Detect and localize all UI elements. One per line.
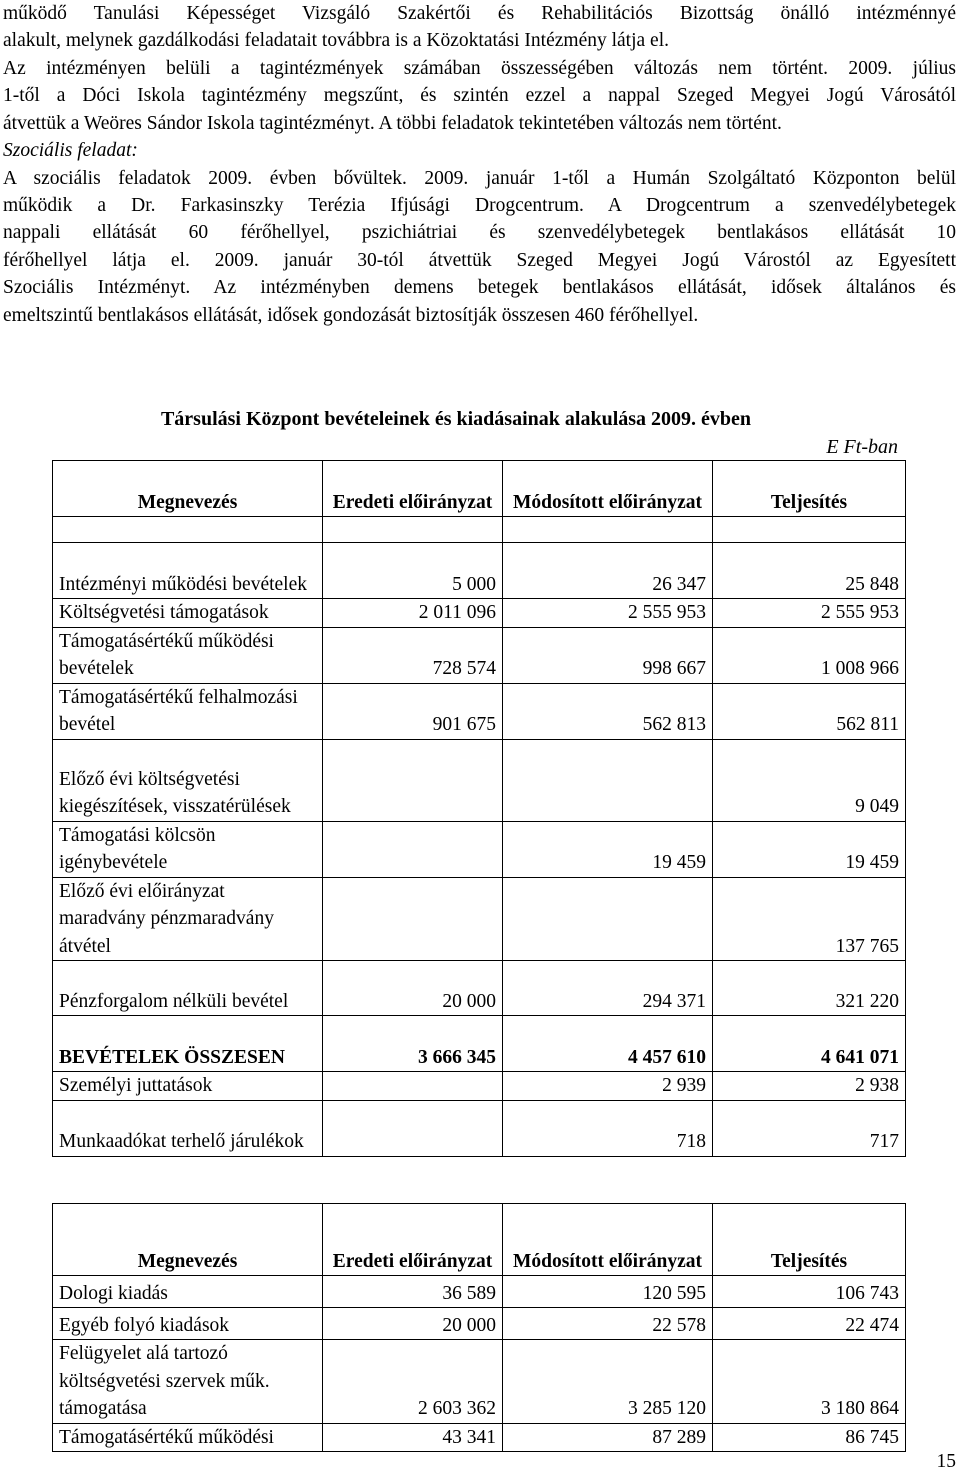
table-row — [53, 877, 906, 961]
table-header-row — [53, 461, 906, 517]
header-original: Eredeti előirányzat — [323, 461, 503, 517]
header-name: Megnevezés — [53, 1204, 323, 1276]
row-original: 20 000 — [323, 961, 503, 1016]
table-row — [53, 517, 906, 543]
table-row — [53, 543, 906, 599]
row-name: Támogatásértékű felhalmozási bevétel — [53, 683, 323, 739]
row-original — [323, 821, 503, 877]
row-name: Pénzforgalom nélküli bevétel — [53, 961, 323, 1016]
header-actual: Teljesítés — [713, 1204, 906, 1276]
row-name — [53, 517, 323, 543]
row-modified: 718 — [503, 1100, 713, 1156]
text-line: A szociális feladatok 2009. évben bővültek. 2009. január 1-től a Humán Szolgáltató Központon belül — [3, 167, 956, 189]
row-original: 901 675 — [323, 683, 503, 739]
header-original: Eredeti előirányzat — [323, 1204, 503, 1276]
text-line: emeltszintű bentlakásos ellátását, idősek gondozását biztosítják összesen 460 férőhellyel. — [3, 304, 699, 326]
row-modified: 3 285 120 — [503, 1340, 713, 1424]
header-name: Megnevezés — [53, 461, 323, 517]
row-original — [323, 877, 503, 961]
row-actual: 137 765 — [713, 877, 906, 961]
row-modified: 998 667 — [503, 627, 713, 683]
row-modified: 19 459 — [503, 821, 713, 877]
row-modified — [503, 517, 713, 543]
row-modified — [503, 877, 713, 961]
table-row — [53, 683, 906, 739]
table-row — [53, 627, 906, 683]
table-row — [53, 1276, 906, 1308]
table-row — [53, 961, 906, 1016]
text-line: nappali ellátását 60 férőhellyel, pszichiátriai és szenvedélybetegek bentlakásos ellátását 10 — [3, 222, 956, 244]
row-original: 5 000 — [323, 543, 503, 599]
row-actual: 3 180 864 — [713, 1340, 906, 1424]
row-original: 3 666 345 — [323, 1016, 503, 1072]
table-row — [53, 599, 906, 628]
unit-label: E Ft-ban — [826, 436, 898, 458]
row-modified: 26 347 — [503, 543, 713, 599]
row-original: 2 011 096 — [323, 599, 503, 628]
row-modified: 120 595 — [503, 1276, 713, 1308]
row-modified: 22 578 — [503, 1308, 713, 1340]
text-line: férőhellyel látja el. 2009. január 30-tól átvettük Szeged Megyei Jogú Várostól az Egyesített — [3, 249, 956, 271]
text-line: Szociális Intézményt. Az intézményben demens betegek bentlakásos ellátását, idősek általános és — [3, 277, 956, 299]
page-number: 15 — [936, 1451, 956, 1472]
row-modified: 294 371 — [503, 961, 713, 1016]
section-heading-social: Szociális feladat: — [3, 140, 138, 162]
text-line: működik a Dr. Farkasinszky Terézia Ifjúsági Drogcentrum. A Drogcentrum a szenvedélybetegek — [3, 195, 956, 217]
row-original — [323, 1100, 503, 1156]
table-header-row — [53, 1204, 906, 1276]
row-actual: 106 743 — [713, 1276, 906, 1308]
row-name: Előző évi költségvetési kiegészítések, visszatérülések — [53, 739, 323, 821]
row-name: Dologi kiadás — [53, 1276, 323, 1308]
expense-table — [52, 1203, 906, 1452]
row-actual: 4 641 071 — [713, 1016, 906, 1072]
row-original: 36 589 — [323, 1276, 503, 1308]
table-row — [53, 821, 906, 877]
row-actual: 22 474 — [713, 1308, 906, 1340]
table-title: Társulási Központ bevételeinek és kiadásainak alakulása 2009. évben — [160, 408, 752, 430]
text-line: átvettük a Weöres Sándor Iskola tagintézményt. A többi feladatok tekintetében változás nem történt. — [3, 112, 782, 134]
text-line: működő Tanulási Képességet Vizsgáló Szakértői és Rehabilitációs Bizottság önálló intézménnyé — [3, 3, 956, 24]
intro-paragraph — [3, 0, 956, 55]
row-modified: 87 289 — [503, 1423, 713, 1452]
table-row — [53, 1100, 906, 1156]
row-modified: 2 939 — [503, 1072, 713, 1101]
table-row — [53, 1072, 906, 1101]
row-name: Intézményi működési bevételek — [53, 543, 323, 599]
table-row — [53, 1308, 906, 1340]
row-actual: 2 938 — [713, 1072, 906, 1101]
row-modified: 2 555 953 — [503, 599, 713, 628]
revenue-table — [52, 460, 906, 1157]
row-name: Támogatási kölcsön igénybevétele — [53, 821, 323, 877]
institutions-paragraph — [3, 55, 956, 329]
row-actual: 321 220 — [713, 961, 906, 1016]
row-name: Előző évi előirányzat maradvány pénzmaradvány átvétel — [53, 877, 323, 961]
text-line: 1-től a Dóci Iskola tagintézmény megszűnt, és szintén ezzel a nappal Szeged Megyei Jogú Városától — [3, 85, 956, 107]
row-modified: 4 457 610 — [503, 1016, 713, 1072]
row-actual: 9 049 — [713, 739, 906, 821]
row-name: Felügyelet alá tartozó költségvetési szervek műk. támogatása — [53, 1340, 323, 1424]
row-actual: 25 848 — [713, 543, 906, 599]
row-actual: 19 459 — [713, 821, 906, 877]
row-name: Személyi juttatások — [53, 1072, 323, 1101]
row-actual: 717 — [713, 1100, 906, 1156]
row-original: 20 000 — [323, 1308, 503, 1340]
row-actual — [713, 517, 906, 543]
row-original: 43 341 — [323, 1423, 503, 1452]
table-row — [53, 1423, 906, 1452]
text-line: alakult, melynek gazdálkodási feladatait továbbra is a Közoktatási Intézmény látja el. — [3, 30, 669, 52]
row-original — [323, 739, 503, 821]
row-original — [323, 1072, 503, 1101]
row-actual: 86 745 — [713, 1423, 906, 1452]
table-row — [53, 1016, 906, 1072]
row-name: Egyéb folyó kiadások — [53, 1308, 323, 1340]
header-actual: Teljesítés — [713, 461, 906, 517]
row-original — [323, 517, 503, 543]
header-modified: Módosított előirányzat — [503, 461, 713, 517]
row-actual: 2 555 953 — [713, 599, 906, 628]
row-name: Költségvetési támogatások — [53, 599, 323, 628]
row-modified: 562 813 — [503, 683, 713, 739]
row-name: Támogatásértékű működési — [53, 1423, 323, 1452]
table-row — [53, 739, 906, 821]
row-actual: 562 811 — [713, 683, 906, 739]
text-line: Az intézményen belüli a tagintézmények számában összességében változás nem történt. 2009. július — [3, 58, 956, 79]
row-actual: 1 008 966 — [713, 627, 906, 683]
header-modified: Módosított előirányzat — [503, 1204, 713, 1276]
row-name: Támogatásértékű működési bevételek — [53, 627, 323, 683]
row-name: BEVÉTELEK ÖSSZESEN — [53, 1016, 323, 1072]
row-modified — [503, 739, 713, 821]
row-name: Munkaadókat terhelő járulékok — [53, 1100, 323, 1156]
row-original: 2 603 362 — [323, 1340, 503, 1424]
table-row — [53, 1340, 906, 1424]
row-original: 728 574 — [323, 627, 503, 683]
